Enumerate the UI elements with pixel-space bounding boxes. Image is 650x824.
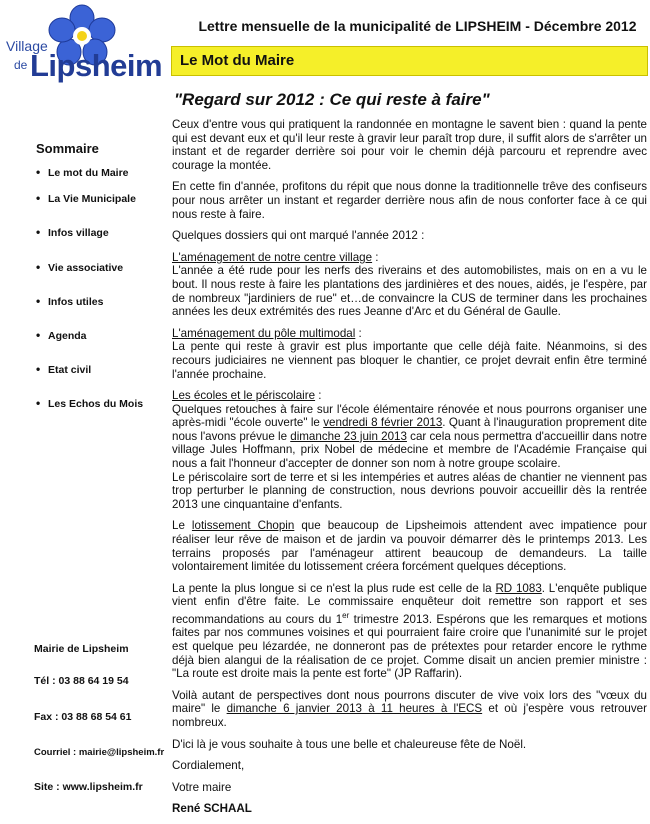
sidebar-item-label: Le mot du Maire — [48, 167, 129, 179]
logo-text-village: Village — [6, 38, 48, 54]
date-inauguration: dimanche 23 juin 2013 — [290, 429, 407, 443]
date-ecole-ouverte: vendredi 8 février 2013 — [323, 416, 443, 430]
section-title-pole-multimodal: L'aménagement du pôle multimodal — [172, 326, 356, 340]
bullet-icon: • — [36, 225, 41, 239]
paragraph-text: Voilà autant de perspectives dont nous pourrons discuter de vive voix lors des "vœux du maire" le — [172, 688, 647, 716]
bullet-icon: • — [36, 362, 41, 376]
section-text-ecoles: car cela nous permettra d'accueillir dans notre village Jules Hoffmann, prix Nobel de médecine et membre de l'Académie Française qui nous a fait l'honneur d'accepter de donner son nom à notre groupe scolaire. — [172, 429, 647, 471]
sidebar-item-vie-associative[interactable] — [36, 260, 123, 274]
sidebar-item-mot-du-maire[interactable] — [36, 165, 129, 179]
bullet-icon: • — [36, 165, 41, 179]
bullet-icon: • — [36, 191, 41, 205]
paragraph-voeux — [172, 689, 647, 730]
sidebar-item-infos-village[interactable] — [36, 225, 109, 239]
section-pole-multimodal: L'aménagement du pôle multimodal : La pente qui reste à gravir est plus importante que celle déjà faite. Néanmoins, si des recours judiciaires ne viennent pas bloquer le chantier, ce projet devrait enfin être terminé l'année prochaine. — [172, 326, 647, 381]
section-banner — [171, 46, 648, 76]
signature: René SCHAAL — [172, 802, 252, 816]
sidebar-item-etat-civil[interactable] — [36, 362, 91, 376]
section-text-ecoles: Quelques retouches à faire sur l'école élémentaire rénovée et nous pourrons organiser une après-midi "école ouverte" le — [172, 402, 647, 430]
contact-mairie: Mairie de Lipsheim — [34, 643, 129, 655]
paragraph-intro: Ceux d'entre vous qui pratiquent la randonnée en montagne le savent bien : quand la pente qui est devant eux et qu'il leur reste à gravir leur paraît trop dure, il suffit alors de s'arrêter un instant et de regarder derrière soi pour voir le chemin déjà parcouru et reprendre avec courage la montée. — [172, 118, 647, 172]
paragraph-text: trimestre 2013. Espérons que les remarques et motions faites par nos communes voisines et qui pourraient faire croire que l'unanimité sur le projet est quelque peu lézardée, ne donneront pas de prétextes pour retarder encore le rythme déjà bien alangui de la réalisation de ce projet. Comme disait un ancien premier ministre : "La route est droite mais la pente est forte" (JP Raffarin). — [172, 612, 647, 681]
superscript-er: er — [342, 611, 350, 620]
sidebar-item-label: Infos village — [48, 227, 109, 239]
closing-votre-maire: Votre maire — [172, 780, 232, 794]
paragraph-fin-annee: En cette fin d'année, profitons du répit que nous donne la traditionnelle trêve des confiseurs pour nous arrêter un instant et regarder derrière nous afin de nous conforter face à ce qui nous reste à faire. — [172, 180, 647, 221]
contact-fax: Fax : 03 88 68 54 61 — [34, 711, 132, 723]
article-title: "Regard sur 2012 : Ce qui reste à faire" — [174, 90, 490, 109]
sidebar-item-label: Etat civil — [48, 364, 92, 376]
paragraph-text: La pente la plus longue si ce n'est la plus rude est celle de la — [172, 581, 496, 595]
date-voeux: dimanche 6 janvier 2013 à 11 heures à l'ECS — [226, 702, 483, 716]
bullet-icon: • — [36, 294, 41, 308]
sidebar-item-label: Vie associative — [48, 262, 124, 274]
paragraph-rd1083 — [172, 582, 647, 681]
logo-text-name: Lipsheim — [30, 48, 163, 83]
paragraph-dossiers: Quelques dossiers qui ont marqué l'année 2012 : — [172, 229, 425, 243]
bullet-icon: • — [36, 260, 41, 274]
paragraph-noel: D'ici là je vous souhaite à tous une belle et chaleureuse fête de Noël. — [172, 737, 527, 751]
section-title-ecoles: Les écoles et le périscolaire — [172, 389, 316, 403]
sidebar-item-agenda[interactable] — [36, 328, 87, 342]
newsletter-title: Lettre mensuelle de la municipalité de LIPSHEIM - Décembre 2012 — [198, 18, 637, 34]
paragraph-text: et où j'espère vous retrouver nombreux. — [172, 702, 647, 730]
section-centre-village: L'aménagement de notre centre village : L'année a été rude pour les nerfs des riverains et des automobilistes, mais on en a vu le bout. Il nous reste à faire les plantations des jardinières et des noues, aidés, je l'espère, par de nombreux "jardiniers de rue" et…de convaincre la CUS de terminer dans les prochaines années les deux extrémités des rues Jeanne d'Arc et du Général de Gaulle. — [172, 250, 647, 319]
section-text-ecoles: . Quant à l'inauguration proprement dite nous l'avons prévue le — [172, 416, 647, 443]
sidebar-item-infos-utiles[interactable] — [36, 294, 103, 308]
section-banner-label: Le Mot du Maire — [180, 52, 295, 69]
sidebar-item-echos-du-mois[interactable] — [36, 396, 143, 410]
village-logo — [6, 4, 163, 92]
article-body — [172, 118, 647, 824]
sidebar-item-label: Les Echos du Mois — [48, 398, 144, 410]
section-text-centre-village: L'année a été rude pour les nerfs des riverains et des automobilistes, mais on en a vu le bout. Il nous reste à faire les plantations des jardinières et des noues, aidés, je l'espère, par de nombreux "jardiniers de rue" et…de convaincre la CUS de terminer dans les prochaines années les deux extrémités des rues Jeanne d'Arc et du Général de Gaulle. — [172, 264, 647, 319]
closing-cordialement: Cordialement, — [172, 759, 245, 773]
paragraph-chopin — [172, 519, 647, 573]
sidebar-item-label: La Vie Municipale — [48, 193, 136, 205]
rd1083-label: RD 1083 — [495, 581, 542, 595]
lotissement-chopin-label: lotissement Chopin — [191, 519, 295, 533]
sidebar-item-label: Infos utiles — [48, 296, 104, 308]
bullet-icon: • — [36, 328, 41, 342]
section-ecoles: Les écoles et le périscolaire : Quelques retouches à faire sur l'école élémentaire rénovée et nous pourrons organiser une après-midi "école ouverte" le vendredi 8 février 2013. Quant à l'inauguration proprement dite nous l'avons prévue le dimanche 23 juin 2013 car cela nous permettra d'accueillir dans notre village Jules Hoffmann, prix Nobel de médecine et membre de l'Académie Française qui nous a fait l'honneur d'accepter de donner son nom à notre groupe scolaire. — [172, 389, 647, 471]
paragraph-text: que beaucoup de Lipsheimois attendent avec impatience pour réaliser leur rêve de maison et de jardin va pouvoir démarrer dès le printemps 2013. Les terrains proposés par l'aménageur attirent beaucoup de demandeurs. La taille volontairement limitée du lotissement créera forcément quelques déceptions. — [172, 519, 647, 574]
contact-email[interactable]: Courriel : mairie@lipsheim.fr — [34, 747, 165, 758]
section-title-centre-village: L'aménagement de notre centre village — [172, 250, 373, 264]
sidebar-heading: Sommaire — [36, 141, 99, 156]
sidebar-item-vie-municipale[interactable] — [36, 191, 136, 205]
sidebar-item-label: Agenda — [48, 330, 87, 342]
paragraph-text: Le — [172, 519, 192, 533]
section-text-pole-multimodal: La pente qui reste à gravir est plus importante que celle déjà faite. Néanmoins, si des recours judiciaires ne viennent pas bloquer le chantier, ce projet devrait enfin être terminé l'année prochaine. — [172, 340, 647, 381]
sidebar — [0, 135, 170, 816]
contact-phone: Tél : 03 88 64 19 54 — [34, 675, 129, 687]
contact-website[interactable]: Site : www.lipsheim.fr — [34, 781, 143, 793]
logo-text-de: de — [14, 58, 28, 72]
bullet-icon: • — [36, 396, 41, 410]
paragraph-text: . L'enquête publique vient enfin d'être faite. Le commissaire enquêteur doit remettre son rapport et ses recommandations au cours du 1 — [172, 581, 648, 626]
paragraph-periscolaire: Le périscolaire sort de terre et si les intempéries et autres aléas de chantier ne viennent pas trop perturber le planning de construction, nous devrions pouvoir accueillir dès la rentrée 2013 une cinquantaine d'enfants. — [172, 470, 647, 511]
